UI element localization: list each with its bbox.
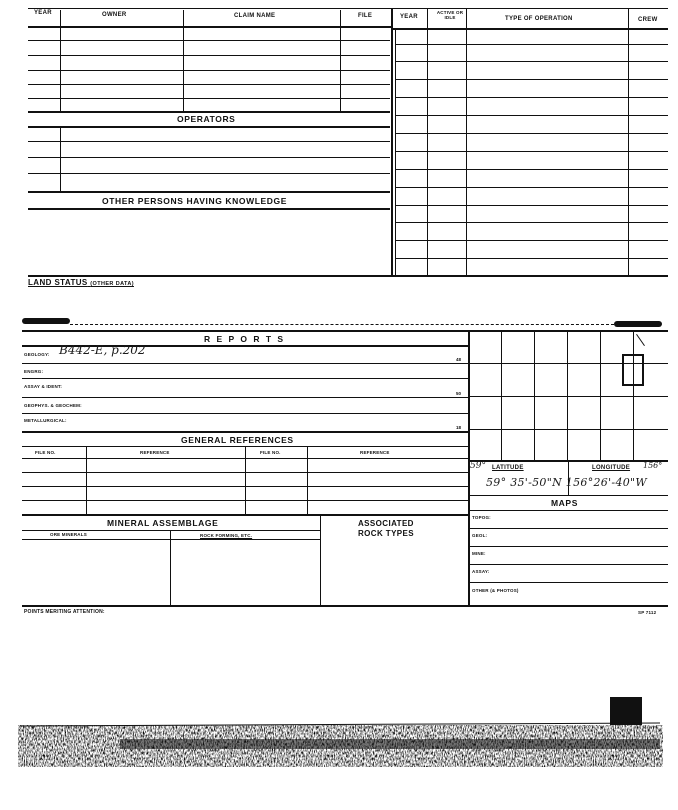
grid-col bbox=[600, 330, 601, 460]
mineral-header-rule bbox=[22, 539, 320, 540]
geology-label: GEOLOGY: bbox=[24, 352, 50, 357]
col-divider bbox=[245, 446, 246, 514]
longitude-suffix: 156° bbox=[643, 461, 663, 470]
form-number: SP 7112 bbox=[638, 610, 657, 615]
assay-number: 50 bbox=[456, 391, 462, 396]
file-no-header: FILE NO. bbox=[35, 450, 56, 455]
engrg-label: ENGRG: bbox=[24, 369, 44, 374]
coords-rule bbox=[468, 495, 668, 496]
claims-row-line bbox=[28, 84, 390, 85]
reference-header: REFERENCE bbox=[140, 450, 170, 455]
operators-rule bbox=[28, 126, 390, 128]
col-divider bbox=[86, 446, 87, 514]
scan-noise-band bbox=[0, 715, 678, 785]
mineral-assemblage-title: MINERAL ASSEMBLAGE bbox=[107, 518, 219, 528]
ink-smudge bbox=[614, 321, 662, 327]
latitude-label: LATITUDE bbox=[492, 465, 524, 471]
year-header: YEAR bbox=[34, 10, 52, 16]
col-divider bbox=[340, 10, 341, 111]
maps-mine-label: MINE: bbox=[472, 551, 486, 556]
other-persons-rule bbox=[28, 208, 390, 210]
col-divider bbox=[60, 10, 61, 111]
maps-other-label: OTHER (& PHOTOS) bbox=[472, 588, 519, 593]
col-divider bbox=[307, 446, 308, 514]
col-divider bbox=[60, 126, 61, 191]
longitude-label: LONGITUDE bbox=[592, 465, 631, 471]
file-header: FILE bbox=[358, 13, 373, 19]
assay-label: ASSAY & IDENT: bbox=[24, 384, 63, 389]
operators-label: OPERATORS bbox=[177, 114, 236, 124]
top-section-bottom-rule bbox=[28, 275, 668, 277]
claims-row-line bbox=[28, 70, 390, 71]
perforation-line bbox=[70, 324, 614, 325]
reports-top-rule bbox=[22, 330, 668, 332]
active-idle-header: ACTIVE OR IDLE bbox=[436, 10, 464, 20]
geology-value: B442-E, p.202 bbox=[59, 343, 146, 357]
report-row-line bbox=[22, 363, 468, 364]
operators-row-line bbox=[28, 173, 390, 174]
claims-bottom-rule bbox=[28, 111, 390, 113]
report-row-line bbox=[22, 397, 468, 398]
coordinates-value: 59° 35'-50"N 156°26'-40"W bbox=[486, 476, 648, 489]
owner-header: OWNER bbox=[102, 12, 127, 18]
operators-row-line bbox=[28, 141, 390, 142]
header-rule bbox=[28, 26, 393, 28]
col-divider bbox=[170, 530, 171, 605]
grid-col bbox=[567, 330, 568, 460]
file-no-header-2: FILE NO. bbox=[260, 450, 281, 455]
col-divider bbox=[183, 10, 184, 111]
maps-row-line bbox=[468, 546, 668, 547]
type-of-operation-header: TYPE OF OPERATION bbox=[505, 16, 573, 22]
metallurgical-label: METALLURGICAL: bbox=[24, 418, 67, 423]
section-divider bbox=[391, 8, 393, 276]
grid-row bbox=[468, 396, 668, 397]
op-header-rule bbox=[393, 28, 668, 30]
reference-header-2: REFERENCE bbox=[360, 450, 390, 455]
op-year-header: YEAR bbox=[400, 14, 418, 20]
reports-bottom-rule bbox=[22, 605, 668, 607]
metallurgical-number: 18 bbox=[456, 425, 462, 430]
maps-row-line bbox=[468, 582, 668, 583]
latitude-prefix: 59° bbox=[470, 461, 486, 471]
maps-topog-label: TOPOG: bbox=[472, 515, 491, 520]
col-divider bbox=[466, 8, 467, 276]
ore-minerals-header: ORE MINERALS bbox=[50, 532, 87, 537]
grid-row bbox=[468, 429, 668, 430]
maps-rule bbox=[468, 510, 668, 511]
geophys-label: GEOPHYS. & GEOCHEM: bbox=[24, 403, 82, 408]
grid-col bbox=[633, 330, 634, 460]
claims-row-line bbox=[28, 55, 390, 56]
maps-geol-label: GEOL: bbox=[472, 533, 488, 538]
location-marker-tick bbox=[636, 334, 645, 346]
ink-smudge bbox=[22, 318, 70, 324]
grid-col bbox=[501, 330, 502, 460]
crew-header: CREW bbox=[638, 17, 658, 23]
other-persons-label: OTHER PERSONS HAVING KNOWLEDGE bbox=[102, 196, 288, 206]
rock-forming-header: ROCK FORMING, ETC. bbox=[200, 533, 253, 538]
report-row-line bbox=[22, 431, 468, 433]
operators-row-line bbox=[28, 157, 390, 158]
claim-name-header: CLAIM NAME bbox=[234, 13, 276, 19]
top-rule bbox=[28, 8, 668, 9]
location-marker-box bbox=[622, 354, 644, 386]
general-references-title: GENERAL REFERENCES bbox=[181, 435, 294, 445]
grid-col bbox=[534, 330, 535, 460]
associated-label: ASSOCIATED bbox=[358, 519, 414, 528]
section-divider-inner bbox=[395, 28, 396, 276]
gen-ref-bottom-rule bbox=[22, 514, 468, 516]
report-row-line bbox=[22, 413, 468, 414]
report-row-line bbox=[22, 378, 468, 379]
mineral-rule bbox=[22, 530, 320, 531]
reports-title: R E P O R T S bbox=[204, 334, 286, 344]
rock-types-label: ROCK TYPES bbox=[358, 529, 415, 538]
claims-row-line bbox=[28, 40, 390, 41]
land-status-label: LAND STATUS (OTHER DATA) bbox=[28, 278, 134, 287]
maps-title: MAPS bbox=[551, 498, 578, 508]
col-divider bbox=[427, 8, 428, 276]
points-meriting-attention-label: POINTS MERITING ATTENTION: bbox=[24, 609, 105, 615]
maps-row-line bbox=[468, 564, 668, 565]
claims-row-line bbox=[28, 98, 390, 99]
col-divider bbox=[320, 514, 321, 605]
maps-assay-label: ASSAY: bbox=[472, 569, 490, 574]
maps-row-line bbox=[468, 528, 668, 529]
col-divider bbox=[628, 8, 629, 276]
operators-bottom-rule bbox=[28, 191, 390, 193]
geology-number: 48 bbox=[456, 357, 462, 362]
